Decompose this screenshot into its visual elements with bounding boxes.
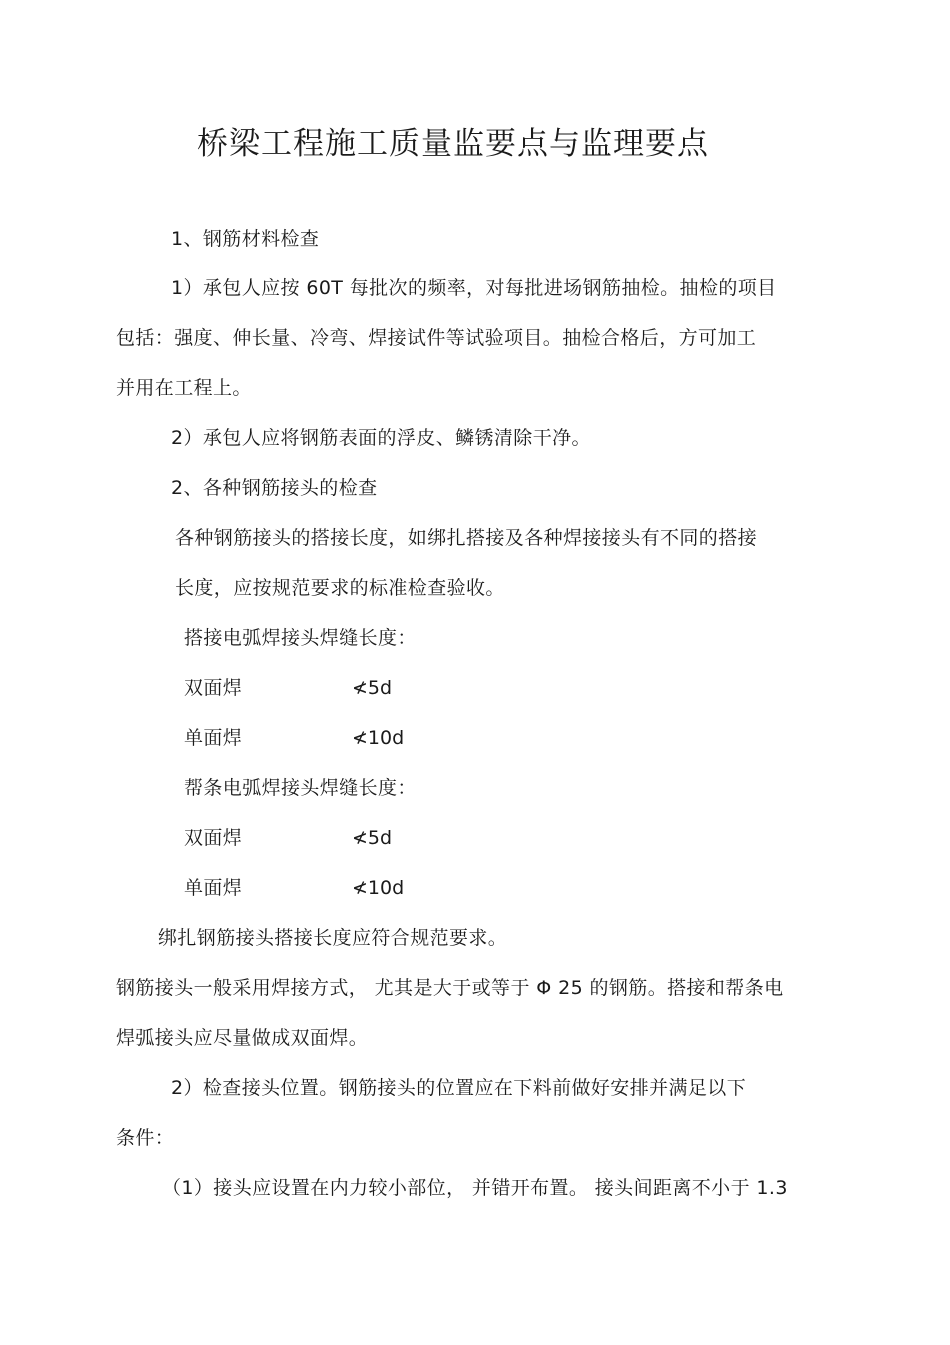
document-title: 桥梁工程施工质量监要点与监理要点: [197, 126, 709, 162]
lap-double-weld-value: ≮5d: [352, 677, 393, 699]
weld-splice-note-line-2: 焊弧接头应尽量做成双面焊。: [116, 1027, 369, 1049]
strap-double-weld-label: 双面焊: [184, 827, 243, 849]
section-1-item-2: 2）承包人应将钢筋表面的浮皮、鳞锈清除干净。: [171, 427, 591, 449]
strap-single-weld-value: ≮10d: [352, 877, 405, 899]
section-2-item-2-line-1: 2）检查接头位置。钢筋接头的位置应在下料前做好安排并满足以下: [171, 1077, 747, 1099]
strap-weld-heading: 帮条电弧焊接头焊缝长度：: [184, 777, 417, 799]
lap-single-weld-label: 单面焊: [184, 727, 243, 749]
section-2-paragraph-line-1: 各种钢筋接头的搭接长度，如绑扎搭接及各种焊接接头有不同的搭接: [175, 527, 758, 549]
section-2-item-2-line-2: 条件：: [116, 1127, 175, 1149]
weld-splice-note-line-1: 钢筋接头一般采用焊接方式， 尤其是大于或等于 Φ 25 的钢筋。搭接和帮条电: [116, 977, 784, 999]
section-1-heading: 1、钢筋材料检查: [171, 228, 320, 250]
section-2-heading: 2、各种钢筋接头的检查: [171, 477, 378, 499]
section-1-item-1-line-3: 并用在工程上。: [116, 377, 252, 399]
lap-double-weld-label: 双面焊: [184, 677, 243, 699]
strap-double-weld-value: ≮5d: [352, 827, 393, 849]
section-1-item-1-line-2: 包括：强度、伸长量、冷弯、焊接试件等试验项目。抽检合格后，方可加工: [116, 327, 757, 349]
tie-splice-note: 绑扎钢筋接头搭接长度应符合规范要求。: [158, 927, 508, 949]
section-2-paragraph-line-2: 长度，应按规范要求的标准检查验收。: [175, 577, 505, 599]
lap-weld-heading: 搭接电弧焊接头焊缝长度：: [184, 627, 417, 649]
strap-single-weld-label: 单面焊: [184, 877, 243, 899]
section-1-item-1-line-1: 1）承包人应按 60T 每批次的频率，对每批进场钢筋抽检。抽检的项目: [171, 277, 777, 299]
lap-single-weld-value: ≮10d: [352, 727, 405, 749]
condition-1: （1）接头应设置在内力较小部位， 并错开布置。 接头间距离不小于 1.3: [162, 1177, 788, 1199]
